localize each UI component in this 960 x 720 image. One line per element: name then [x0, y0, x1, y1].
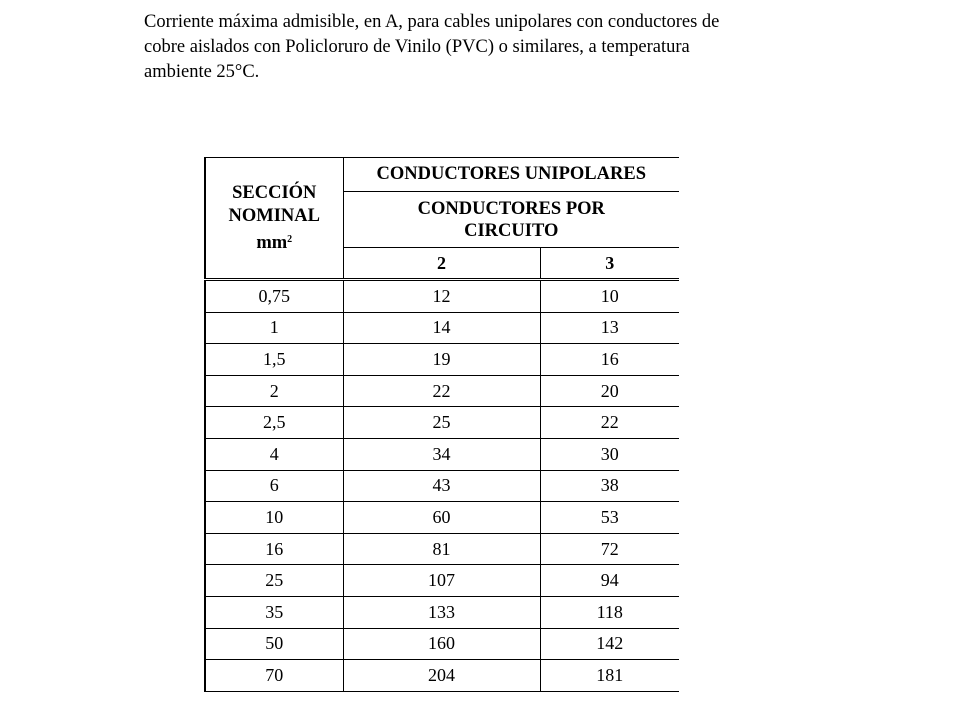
- three-circuit-cell: 38: [540, 470, 679, 502]
- two-circuit-cell: 81: [343, 533, 540, 565]
- three-circuit-cell: 22: [540, 407, 679, 439]
- subgroup-header-line-1: CONDUCTORES POR: [417, 198, 605, 219]
- intro-line-1: Corriente máxima admisible, en A, para cables unipolares con conductores de: [144, 12, 720, 32]
- section-header: [205, 158, 343, 280]
- two-circuit-cell: 133: [343, 596, 540, 628]
- intro-paragraph: [144, 10, 824, 85]
- intro-line-2: cobre aislados con Policloruro de Vinilo (PVC) o similares, a temperatura: [144, 37, 690, 57]
- table-row: [205, 407, 679, 439]
- table-body: [205, 280, 679, 692]
- two-circuit-cell: 34: [343, 438, 540, 470]
- table-row: [205, 438, 679, 470]
- three-circuit-cell: 53: [540, 502, 679, 534]
- three-circuit-cell: 20: [540, 375, 679, 407]
- three-circuit-cell: 13: [540, 312, 679, 344]
- table-row: [205, 565, 679, 597]
- subgroup-header-line-2: CIRCUITO: [464, 220, 559, 241]
- three-circuit-cell: 16: [540, 344, 679, 376]
- section-cell: 25: [205, 565, 343, 597]
- group-header: CONDUCTORES UNIPOLARES: [343, 158, 679, 192]
- section-cell: 2: [205, 375, 343, 407]
- subgroup-header: [343, 192, 679, 248]
- table-row: [205, 344, 679, 376]
- three-circuit-cell: 72: [540, 533, 679, 565]
- section-cell: 1: [205, 312, 343, 344]
- ampacity-table-container: [204, 157, 679, 720]
- section-header-line-2: NOMINAL: [228, 205, 320, 226]
- table-row: [205, 502, 679, 534]
- two-circuit-cell: 14: [343, 312, 540, 344]
- table-row: [205, 312, 679, 344]
- section-cell: 0,75: [205, 280, 343, 313]
- column-header-3: 3: [540, 248, 679, 280]
- section-cell: 1,5: [205, 344, 343, 376]
- three-circuit-cell: 142: [540, 628, 679, 660]
- three-circuit-cell: 10: [540, 280, 679, 313]
- section-cell: 6: [205, 470, 343, 502]
- two-circuit-cell: 22: [343, 375, 540, 407]
- section-cell: 16: [205, 533, 343, 565]
- section-unit-superscript: 2: [287, 233, 293, 245]
- table-row: [205, 628, 679, 660]
- three-circuit-cell: 94: [540, 565, 679, 597]
- section-cell: 70: [205, 660, 343, 692]
- three-circuit-cell: 181: [540, 660, 679, 692]
- two-circuit-cell: 160: [343, 628, 540, 660]
- three-circuit-cell: 30: [540, 438, 679, 470]
- two-circuit-cell: 19: [343, 344, 540, 376]
- section-unit-text: mm: [256, 232, 288, 253]
- two-circuit-cell: 204: [343, 660, 540, 692]
- section-cell: 2,5: [205, 407, 343, 439]
- table-row: [205, 533, 679, 565]
- two-circuit-cell: 107: [343, 565, 540, 597]
- section-header-unit: [206, 228, 343, 255]
- section-cell: 50: [205, 628, 343, 660]
- three-circuit-cell: 118: [540, 596, 679, 628]
- table-row: [205, 470, 679, 502]
- table-row: [205, 280, 679, 313]
- two-circuit-cell: 60: [343, 502, 540, 534]
- section-cell: 35: [205, 596, 343, 628]
- two-circuit-cell: 43: [343, 470, 540, 502]
- column-header-2: 2: [343, 248, 540, 280]
- two-circuit-cell: 12: [343, 280, 540, 313]
- table-row: [205, 375, 679, 407]
- table-row: [205, 596, 679, 628]
- section-header-line-1: SECCIÓN: [232, 182, 317, 203]
- intro-line-3: ambiente 25°C.: [144, 62, 260, 82]
- table-header: [205, 158, 679, 280]
- section-cell: 10: [205, 502, 343, 534]
- ampacity-table: [204, 157, 679, 692]
- table-row: [205, 660, 679, 692]
- section-cell: 4: [205, 438, 343, 470]
- two-circuit-cell: 25: [343, 407, 540, 439]
